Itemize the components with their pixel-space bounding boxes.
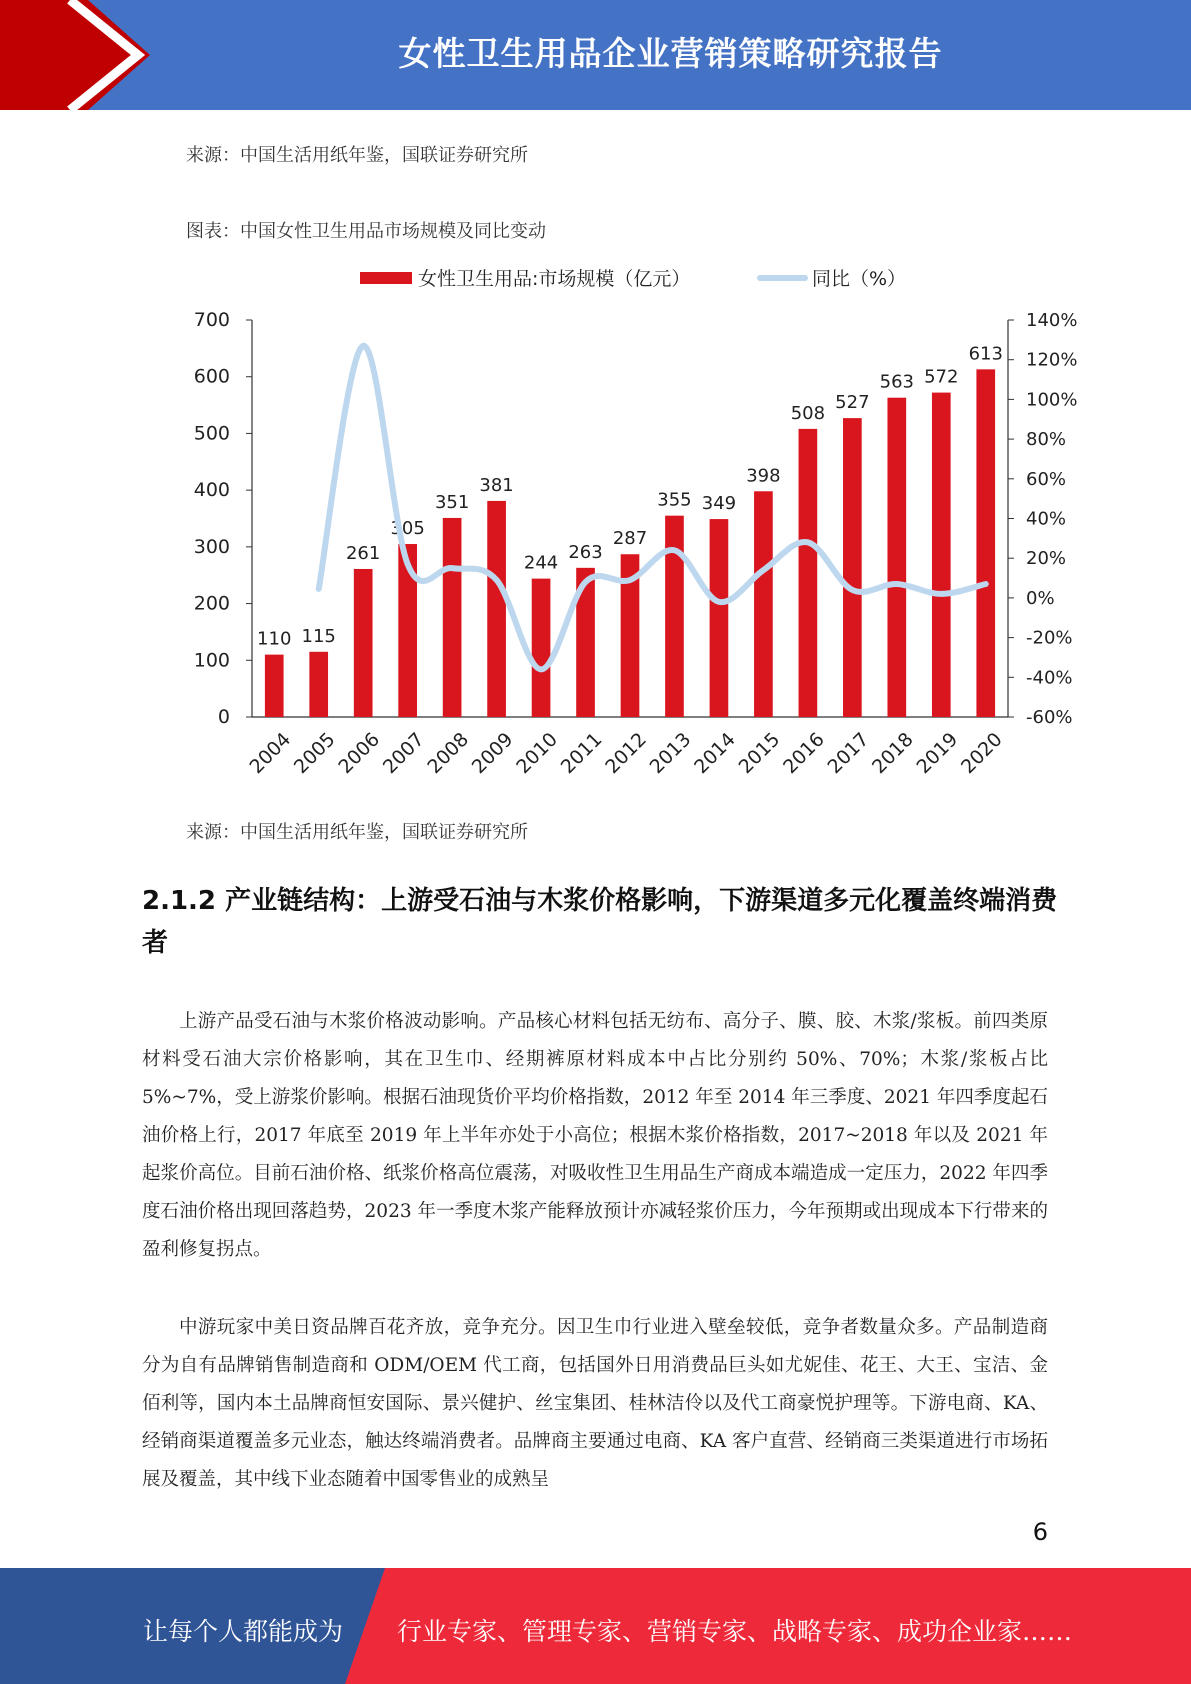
right-tick-label: 140% <box>1026 310 1078 331</box>
yoy-line-series <box>319 346 986 670</box>
x-label-2005: 2005 <box>289 728 340 779</box>
right-tick-label: 40% <box>1026 508 1067 530</box>
page-footer <box>0 1568 1191 1684</box>
right-tick-label: 0% <box>1026 587 1055 609</box>
right-tick-label: 20% <box>1026 548 1067 570</box>
figure-caption: 图表：中国女性卫生用品市场规模及同比变动 <box>186 221 546 242</box>
x-label-2007: 2007 <box>378 728 429 779</box>
bar-2017 <box>843 418 862 717</box>
x-label-2019: 2019 <box>912 728 963 779</box>
x-label-2006: 2006 <box>334 728 385 779</box>
chart-svg <box>160 250 1100 790</box>
right-tick-label: 60% <box>1026 468 1067 490</box>
report-title: 女性卫生用品企业营销策略研究报告 <box>398 34 943 73</box>
yoy-line <box>319 346 986 670</box>
left-tick-label: 300 <box>193 535 230 558</box>
right-tick-label: 80% <box>1026 429 1067 451</box>
x-label-2015: 2015 <box>734 728 785 779</box>
page-header <box>0 0 1191 110</box>
bar-2013 <box>665 516 684 717</box>
bar-label-2019: 572 <box>924 366 959 388</box>
footer-slogan-left: 让每个人都能成为 <box>143 1617 344 1646</box>
bar-2018 <box>887 398 906 717</box>
right-tick-label: -40% <box>1026 667 1073 689</box>
bar-label-2014: 349 <box>701 493 737 515</box>
section-heading: 2.1.2 产业链结构：上游受石油与木浆价格影响，下游渠道多元化覆盖终端消费者 <box>142 886 1058 958</box>
x-label-2014: 2014 <box>690 728 740 779</box>
bar-2019 <box>932 393 951 717</box>
bar-label-2008: 351 <box>434 491 470 513</box>
bar-2015 <box>754 491 773 717</box>
bar-label-2017: 527 <box>835 392 870 414</box>
left-tick-label: 400 <box>193 479 230 502</box>
right-tick-label: -60% <box>1026 707 1073 728</box>
left-tick-label: 200 <box>193 592 230 615</box>
x-label-2009: 2009 <box>467 728 518 779</box>
left-tick-label: 600 <box>193 365 230 388</box>
paragraph-upstream: 上游产品受石油与木浆价格波动影响。产品核心材料包括无纺布、高分子、膜、胶、木浆/浆板。前四类原材料受石油大宗价格影响，其在卫生巾、经期裤原材料成本中占比分别约 50%、70%；木浆/浆板占比 5%~7%，受上游浆价影响。根据石油现货价平均价格指数，2012 年至 2014 年三季度、2021 年四季度起石油价格上行，2017 年底至 2019 年上半年亦处于小高位；根据木浆价格指数，2017~2018 年以及 2021 年起浆价高位。目前石油价格、纸浆价格高位震荡，对吸收性卫生用品生产商成本端造成一定压力，2022 年四季度石油价格出现回落趋势，2023 年一季度木浆产能释放预计亦减轻浆价压力，今年预期或出现成本下行带来的盈利修复拐点。 <box>142 1011 1048 1260</box>
legend-bar-label: 女性卫生用品:市场规模（亿元） <box>418 268 691 290</box>
bar-label-2018: 563 <box>879 371 915 393</box>
bar-2016 <box>799 429 818 717</box>
left-tick-label: 500 <box>193 422 230 445</box>
bar-2005 <box>309 652 328 717</box>
bar-label-2010: 244 <box>523 552 559 574</box>
x-label-2012: 2012 <box>601 728 651 779</box>
bar-label-2015: 398 <box>746 465 781 487</box>
x-label-2016: 2016 <box>779 728 829 779</box>
x-label-2020: 2020 <box>956 728 1007 779</box>
bar-label-2005: 115 <box>301 625 336 647</box>
bar-2008 <box>443 518 462 717</box>
x-label-2018: 2018 <box>868 728 918 779</box>
bar-2004 <box>265 655 284 717</box>
source-note-top: 来源：中国生活用纸年鉴，国联证券研究所 <box>186 145 528 166</box>
x-label-2013: 2013 <box>645 728 696 779</box>
market-size-chart <box>160 250 1100 790</box>
left-tick-label: 700 <box>193 309 230 331</box>
bar-2006 <box>354 569 373 717</box>
x-label-2004: 2004 <box>245 728 296 779</box>
x-label-2017: 2017 <box>823 728 874 779</box>
bar-label-2006: 261 <box>345 542 381 564</box>
bar-label-2011: 263 <box>568 541 603 563</box>
footer-slogan-right: 行业专家、管理专家、营销专家、战略专家、成功企业家…… <box>397 1617 1073 1646</box>
x-label-2011: 2011 <box>556 728 607 779</box>
legend-line-label: 同比（%） <box>812 268 907 290</box>
paragraph-midstream: 中游玩家中美日资品牌百花齐放，竞争充分。因卫生巾行业进入壁垒较低，竞争者数量众多。产品制造商分为自有品牌销售制造商和 ODM/OEM 代工商，包括国外日用消费品巨头如尤妮佳、花王、大王、宝洁、金佰利等，国内本土品牌商恒安国际、景兴健护、丝宝集团、桂林洁伶以及代工商豪悦护理等。下游电商、KA、经销商渠道覆盖多元业态，触达终端消费者。品牌商主要通过电商、KA 客户直营、经销商三类渠道进行市场拓展及覆盖，其中线下业态随着中国零售业的成熟呈 <box>142 1317 1048 1490</box>
bar-2014 <box>710 519 729 717</box>
chart-legend <box>360 268 906 290</box>
x-tick-labels <box>245 728 1006 778</box>
right-tick-label: -20% <box>1026 627 1073 649</box>
page-number: 6 <box>1032 1518 1048 1546</box>
left-tick-label: 0 <box>217 706 230 728</box>
bar-label-2013: 355 <box>657 489 692 511</box>
bar-label-2016: 508 <box>790 402 826 424</box>
right-tick-label: 120% <box>1026 349 1078 371</box>
bar-label-2004: 110 <box>257 628 292 650</box>
bar-2009 <box>487 501 506 717</box>
right-tick-label: 100% <box>1026 389 1078 411</box>
bar-2020 <box>976 369 995 717</box>
bar-label-2007: 305 <box>390 518 425 540</box>
left-tick-label: 100 <box>193 649 230 672</box>
bar-label-2020: 613 <box>968 343 1003 365</box>
x-label-2010: 2010 <box>512 728 562 779</box>
figure-source: 来源：中国生活用纸年鉴，国联证券研究所 <box>186 822 528 843</box>
bar-2010 <box>532 579 551 717</box>
bar-label-2009: 381 <box>479 474 514 496</box>
legend-bar-swatch <box>360 272 412 284</box>
x-label-2008: 2008 <box>423 728 474 779</box>
bar-label-2012: 287 <box>612 528 648 550</box>
